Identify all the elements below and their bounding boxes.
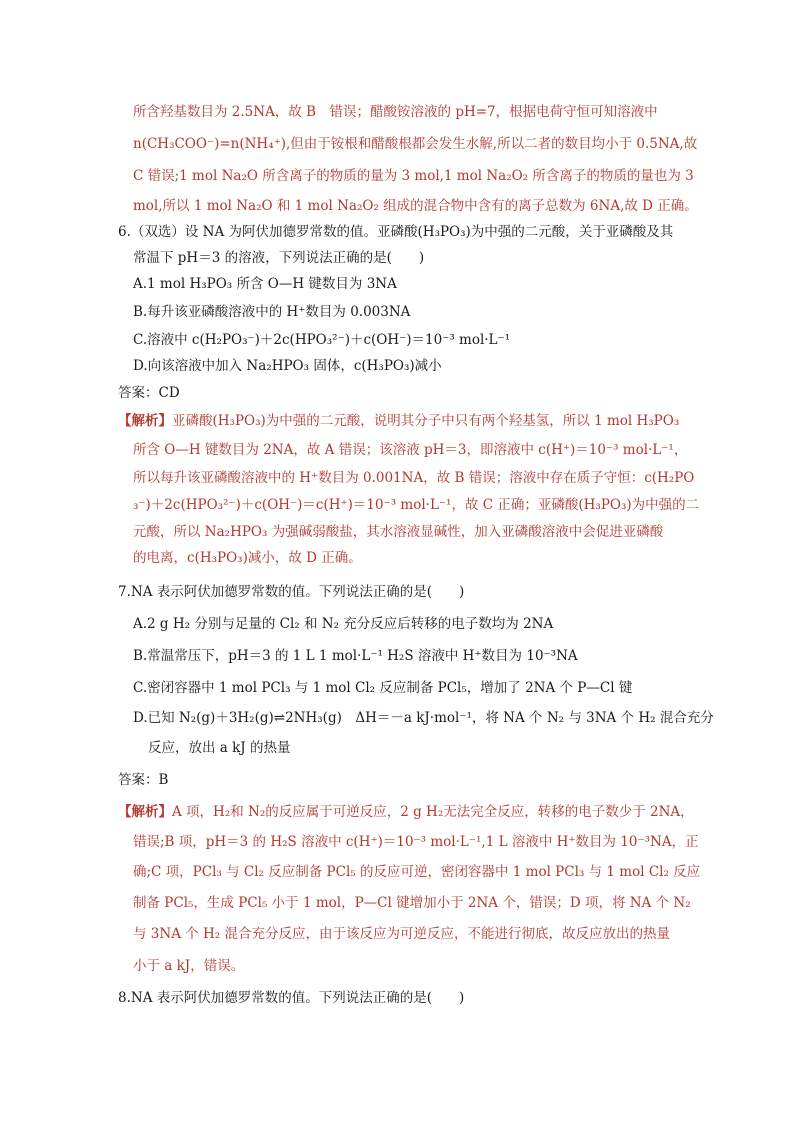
q7-explanation-line-4: 制备 PCl₅，生成 PCl₅ 小于 1 mol，P—Cl 键增加小于 2NA 个，错误；D 项，将 NA 个 N₂ [133, 895, 691, 911]
q7-explanation-line-2: 错误;B 项，pH＝3 的 H₂S 溶液中 c(H⁺)＝10⁻³ mol·L⁻¹,1 L 溶液中 H⁺数目为 10⁻³NA，正 [133, 834, 699, 850]
q7-answer: 答案：B [118, 772, 169, 788]
q6-option-a: A.1 mol H₃PO₃ 所含 O—H 键数目为 3NA [133, 276, 397, 292]
q7-explanation-text-1: A 项，H₂和 N₂的反应属于可逆反应，2 g H₂无法完全反应，转移的电子数少于 2NA， [172, 804, 694, 820]
q7-explanation-line-6: 小于 a kJ，错误。 [133, 958, 245, 974]
q7-explanation-line-1 [118, 803, 694, 821]
q7-option-d-line-2: 反应，放出 a kJ 的热量 [148, 740, 291, 756]
q7-explanation-line-3: 确;C 项，PCl₃ 与 Cl₂ 反应制备 PCl₅ 的反应可逆，密闭容器中 1 mol PCl₃ 与 1 mol Cl₂ 反应 [133, 864, 701, 880]
q7-explanation-tag: 【解析】 [118, 804, 172, 820]
q6-explanation-line-4: ₃⁻)＋2c(HPO₃²⁻)＋c(OH⁻)＝c(H⁺)＝10⁻³ mol·L⁻¹，故 C 正确；亚磷酸(H₃PO₃)为中强的二 [133, 497, 700, 513]
q6-answer: 答案：CD [118, 385, 180, 401]
q7-option-a: A.2 g H₂ 分别与足量的 Cl₂ 和 N₂ 充分反应后转移的电子数均为 2NA [133, 616, 554, 632]
prev-explanation-line-4: mol,所以 1 mol Na₂O 和 1 mol Na₂O₂ 组成的混合物中含有的离子总数为 6NA,故 D 正确。 [133, 198, 698, 214]
q6-stem-line-1: 6.（双选）设 NA 为阿伏加德罗常数的值。亚磷酸(H₃PO₃)为中强的二元酸，关于亚磷酸及其 [118, 224, 674, 240]
q6-explanation-line-5: 元酸，所以 Na₂HPO₃ 为强碱弱酸盐，其水溶液显碱性，加入亚磷酸溶液中会促进亚磷酸 [133, 524, 664, 540]
q7-option-b: B.常温常压下，pH＝3 的 1 L 1 mol·L⁻¹ H₂S 溶液中 H⁺数目为 10⁻³NA [133, 648, 578, 664]
q6-explanation-line-1 [118, 412, 679, 430]
q7-explanation-line-5: 与 3NA 个 H₂ 混合充分反应，由于该反应为可逆反应，不能进行彻底，故反应放出的热量 [133, 926, 670, 942]
q6-option-c: C.溶液中 c(H₂PO₃⁻)＋2c(HPO₃²⁻)＋c(OH⁻)＝10⁻³ mol·L⁻¹ [133, 332, 511, 348]
q6-explanation-line-6: 的电离，c(H₃PO₃)减小，故 D 正确。 [133, 550, 362, 566]
q6-stem-line-2: 常温下 pH＝3 的溶液，下列说法正确的是( ) [133, 250, 425, 266]
q6-explanation-line-2: 所含 O—H 键数目为 2NA，故 A 错误；该溶液 pH＝3，即溶液中 c(H⁺)＝10⁻³ mol·L⁻¹， [133, 442, 688, 458]
q7-option-d-line-1: D.已知 N₂(g)＋3H₂(g)⇌2NH₃(g) ΔH＝－a kJ·mol⁻¹，将 NA 个 N₂ 与 3NA 个 H₂ 混合充分 [133, 710, 714, 726]
q8-stem: 8.NA 表示阿伏加德罗常数的值。下列说法正确的是( ) [118, 990, 465, 1006]
q6-explanation-tag: 【解析】 [118, 413, 172, 429]
prev-explanation-line-3: C 错误;1 mol Na₂O 所含离子的物质的量为 3 mol,1 mol Na₂O₂ 所含离子的物质的量也为 3 [133, 168, 694, 184]
q6-explanation-text-1: 亚磷酸(H₃PO₃)为中强的二元酸，说明其分子中只有两个羟基氢，所以 1 mol H₃PO₃ [172, 413, 680, 429]
q6-explanation-line-3: 所以每升该亚磷酸溶液中的 H⁺数目为 0.001NA，故 B 错误；溶液中存在质子守恒：c(H₂PO [133, 470, 695, 486]
prev-explanation-line-2: n(CH₃COO⁻)=n(NH₄⁺),但由于铵根和醋酸根都会发生水解,所以二者的数目均小于 0.5NA,故 [133, 136, 698, 152]
prev-explanation-line-1: 所含羟基数目为 2.5NA，故 B 错误；醋酸铵溶液的 pH=7，根据电荷守恒可知溶液中 [133, 104, 658, 120]
q7-stem: 7.NA 表示阿伏加德罗常数的值。下列说法正确的是( ) [118, 584, 465, 600]
q6-option-b: B.每升该亚磷酸溶液中的 H⁺数目为 0.003NA [133, 304, 411, 320]
q6-option-d: D.向该溶液中加入 Na₂HPO₃ 固体，c(H₃PO₃)减小 [133, 358, 442, 374]
q7-option-c: C.密闭容器中 1 mol PCl₃ 与 1 mol Cl₂ 反应制备 PCl₅，增加了 2NA 个 P—Cl 键 [133, 680, 633, 696]
